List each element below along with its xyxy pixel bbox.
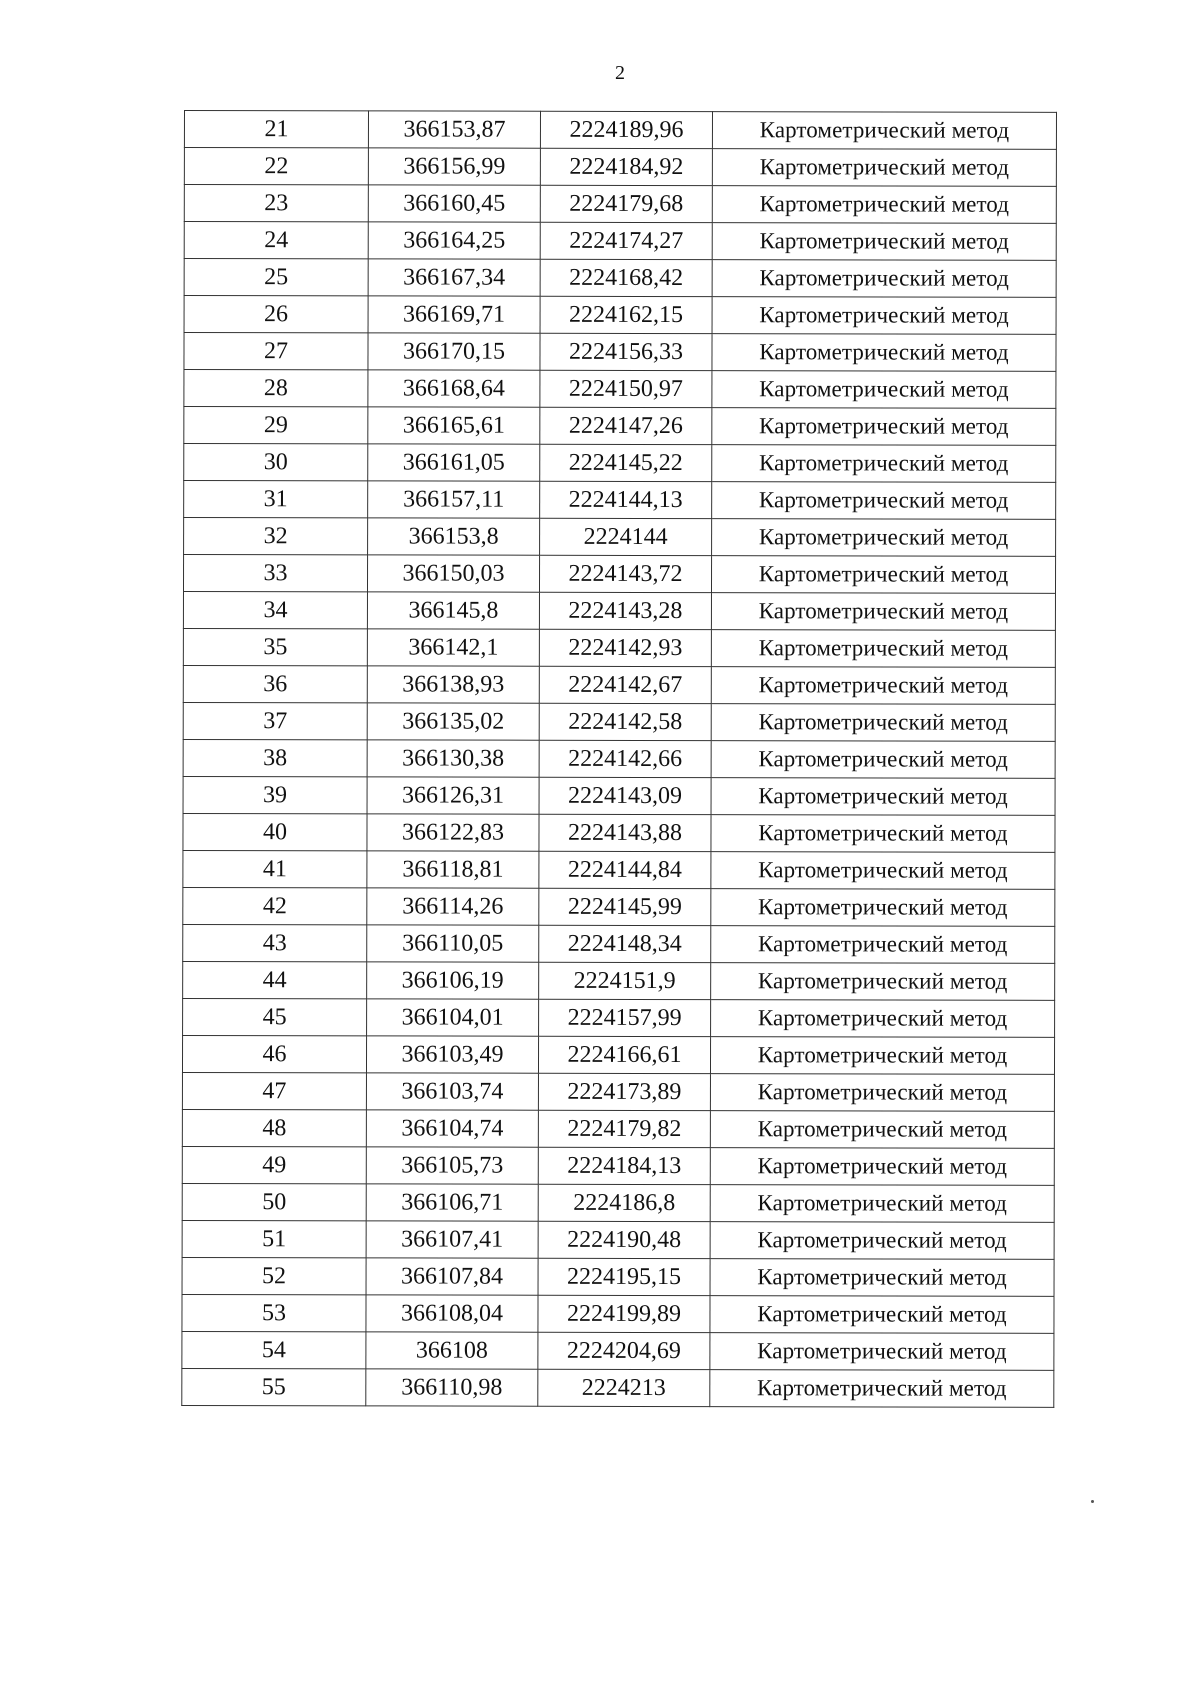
y-coordinate-cell: 2224186,8: [538, 1184, 710, 1221]
coordinates-table: [181, 110, 1057, 1408]
y-coordinate-cell: 2224199,89: [538, 1295, 710, 1332]
x-coordinate-cell: 366160,45: [368, 185, 540, 222]
y-coordinate-cell: 2224179,68: [540, 185, 712, 222]
point-number-cell: 34: [183, 592, 367, 629]
table-row: [184, 296, 1056, 335]
y-coordinate-cell: 2224148,34: [539, 925, 711, 962]
x-coordinate-cell: 366104,74: [366, 1110, 538, 1147]
point-number-cell: 32: [184, 518, 368, 555]
point-number-cell: 36: [183, 665, 367, 702]
method-cell: Картометрический метод: [712, 186, 1056, 224]
x-coordinate-cell: 366122,83: [367, 814, 539, 851]
table-row: [184, 481, 1056, 520]
x-coordinate-cell: 366150,03: [367, 555, 539, 592]
point-number-cell: 35: [183, 628, 367, 665]
x-coordinate-cell: 366161,05: [368, 444, 540, 481]
x-coordinate-cell: 366142,1: [367, 629, 539, 666]
y-coordinate-cell: 2224147,26: [540, 407, 712, 444]
method-cell: Картометрический метод: [712, 371, 1056, 409]
table-row: [182, 1035, 1054, 1074]
method-cell: Картометрический метод: [712, 260, 1056, 298]
method-cell: Картометрический метод: [711, 741, 1055, 779]
y-coordinate-cell: 2224156,33: [540, 333, 712, 370]
table-row: [184, 185, 1056, 224]
method-cell: Картометрический метод: [712, 112, 1056, 150]
x-coordinate-cell: 366126,31: [367, 777, 539, 814]
table-row: [183, 628, 1055, 667]
x-coordinate-cell: 366118,81: [367, 851, 539, 888]
table-row: [183, 665, 1055, 704]
table-row: [184, 518, 1056, 557]
y-coordinate-cell: 2224213: [538, 1369, 710, 1406]
table-row: [184, 333, 1056, 372]
y-coordinate-cell: 2224151,9: [539, 962, 711, 999]
y-coordinate-cell: 2224143,72: [539, 555, 711, 592]
y-coordinate-cell: 2224143,88: [539, 814, 711, 851]
point-number-cell: 51: [182, 1220, 366, 1257]
page-number: 2: [615, 62, 625, 84]
point-number-cell: 40: [183, 813, 367, 850]
y-coordinate-cell: 2224168,42: [540, 259, 712, 296]
y-coordinate-cell: 2224143,28: [539, 592, 711, 629]
table-row: [184, 370, 1056, 409]
method-cell: Картометрический метод: [712, 334, 1056, 372]
x-coordinate-cell: 366107,84: [366, 1258, 538, 1295]
point-number-cell: 43: [183, 924, 367, 961]
y-coordinate-cell: 2224144,13: [540, 481, 712, 518]
y-coordinate-cell: 2224173,89: [538, 1073, 710, 1110]
method-cell: Картометрический метод: [710, 1333, 1054, 1371]
table-row: [182, 1294, 1054, 1333]
point-number-cell: 42: [183, 887, 367, 924]
x-coordinate-cell: 366145,8: [367, 592, 539, 629]
table-row: [183, 702, 1055, 741]
table-row: [184, 259, 1056, 298]
y-coordinate-cell: 2224166,61: [538, 1036, 710, 1073]
table-row: [182, 1257, 1054, 1296]
table-row: [183, 555, 1055, 594]
method-cell: Картометрический метод: [710, 1148, 1054, 1186]
method-cell: Картометрический метод: [712, 408, 1056, 446]
method-cell: Картометрический метод: [710, 1370, 1054, 1408]
point-number-cell: 29: [184, 407, 368, 444]
y-coordinate-cell: 2224184,13: [538, 1147, 710, 1184]
x-coordinate-cell: 366108: [366, 1332, 538, 1369]
method-cell: Картометрический метод: [712, 445, 1056, 483]
point-number-cell: 46: [182, 1035, 366, 1072]
x-coordinate-cell: 366110,05: [367, 925, 539, 962]
point-number-cell: 33: [183, 555, 367, 592]
x-coordinate-cell: 366103,74: [366, 1073, 538, 1110]
method-cell: Картометрический метод: [710, 1259, 1054, 1297]
method-cell: Картометрический метод: [711, 963, 1055, 1001]
table-row: [182, 1331, 1054, 1370]
method-cell: Картометрический метод: [711, 556, 1055, 594]
point-number-cell: 21: [184, 111, 368, 148]
table-row: [183, 887, 1055, 926]
y-coordinate-cell: 2224145,22: [540, 444, 712, 481]
table-row: [183, 592, 1055, 631]
y-coordinate-cell: 2224174,27: [540, 222, 712, 259]
y-coordinate-cell: 2224162,15: [540, 296, 712, 333]
method-cell: Картометрический метод: [710, 1037, 1054, 1075]
point-number-cell: 45: [183, 998, 367, 1035]
coordinates-table-body: [182, 111, 1057, 1408]
x-coordinate-cell: 366153,87: [368, 111, 540, 148]
method-cell: Картометрический метод: [711, 593, 1055, 631]
y-coordinate-cell: 2224142,93: [539, 629, 711, 666]
point-number-cell: 53: [182, 1294, 366, 1331]
x-coordinate-cell: 366156,99: [368, 148, 540, 185]
point-number-cell: 44: [183, 961, 367, 998]
y-coordinate-cell: 2224143,09: [539, 777, 711, 814]
table-row: [184, 111, 1056, 150]
method-cell: Картометрический метод: [711, 704, 1055, 742]
method-cell: Картометрический метод: [710, 1074, 1054, 1112]
table-row: [182, 1368, 1054, 1407]
method-cell: Картометрический метод: [711, 815, 1055, 853]
method-cell: Картометрический метод: [712, 482, 1056, 520]
x-coordinate-cell: 366168,64: [368, 370, 540, 407]
x-coordinate-cell: 366104,01: [367, 999, 539, 1036]
x-coordinate-cell: 366153,8: [368, 518, 540, 555]
point-number-cell: 25: [184, 259, 368, 296]
method-cell: Картометрический метод: [710, 1111, 1054, 1149]
table-row: [183, 739, 1055, 778]
y-coordinate-cell: 2224144: [540, 518, 712, 555]
table-row: [182, 1220, 1054, 1259]
x-coordinate-cell: 366130,38: [367, 740, 539, 777]
y-coordinate-cell: 2224142,66: [539, 740, 711, 777]
table-row: [183, 850, 1055, 889]
table-row: [184, 444, 1056, 483]
table-row: [182, 1072, 1054, 1111]
point-number-cell: 37: [183, 702, 367, 739]
table-row: [183, 924, 1055, 963]
y-coordinate-cell: 2224144,84: [539, 851, 711, 888]
point-number-cell: 26: [184, 296, 368, 333]
y-coordinate-cell: 2224142,58: [539, 703, 711, 740]
x-coordinate-cell: 366164,25: [368, 222, 540, 259]
table-row: [184, 148, 1056, 187]
y-coordinate-cell: 2224190,48: [538, 1221, 710, 1258]
point-number-cell: 22: [184, 148, 368, 185]
method-cell: Картометрический метод: [711, 630, 1055, 668]
table-row: [183, 813, 1055, 852]
point-number-cell: 50: [182, 1183, 366, 1220]
table-row: [184, 407, 1056, 446]
point-number-cell: 24: [184, 222, 368, 259]
x-coordinate-cell: 366169,71: [368, 296, 540, 333]
point-number-cell: 31: [184, 481, 368, 518]
point-number-cell: 28: [184, 370, 368, 407]
table-row: [183, 998, 1055, 1037]
method-cell: Картометрический метод: [712, 519, 1056, 557]
x-coordinate-cell: 366105,73: [366, 1147, 538, 1184]
y-coordinate-cell: 2224195,15: [538, 1258, 710, 1295]
method-cell: Картометрический метод: [711, 1000, 1055, 1038]
table-row: [184, 222, 1056, 261]
scan-speck: [1091, 1500, 1094, 1503]
x-coordinate-cell: 366106,71: [366, 1184, 538, 1221]
table-row: [183, 961, 1055, 1000]
method-cell: Картометрический метод: [712, 297, 1056, 335]
method-cell: Картометрический метод: [711, 889, 1055, 927]
table-row: [182, 1109, 1054, 1148]
table-row: [183, 776, 1055, 815]
point-number-cell: 49: [182, 1146, 366, 1183]
point-number-cell: 27: [184, 333, 368, 370]
x-coordinate-cell: 366157,11: [368, 481, 540, 518]
point-number-cell: 55: [182, 1368, 366, 1405]
method-cell: Картометрический метод: [711, 926, 1055, 964]
x-coordinate-cell: 366110,98: [366, 1369, 538, 1406]
point-number-cell: 48: [182, 1109, 366, 1146]
point-number-cell: 39: [183, 776, 367, 813]
x-coordinate-cell: 366167,34: [368, 259, 540, 296]
point-number-cell: 41: [183, 850, 367, 887]
x-coordinate-cell: 366103,49: [366, 1036, 538, 1073]
x-coordinate-cell: 366114,26: [367, 888, 539, 925]
method-cell: Картометрический метод: [711, 667, 1055, 705]
x-coordinate-cell: 366165,61: [368, 407, 540, 444]
y-coordinate-cell: 2224157,99: [539, 999, 711, 1036]
point-number-cell: 30: [184, 444, 368, 481]
x-coordinate-cell: 366135,02: [367, 703, 539, 740]
method-cell: Картометрический метод: [711, 778, 1055, 816]
method-cell: Картометрический метод: [712, 223, 1056, 261]
point-number-cell: 38: [183, 739, 367, 776]
table-row: [182, 1183, 1054, 1222]
y-coordinate-cell: 2224150,97: [540, 370, 712, 407]
table-row: [182, 1146, 1054, 1185]
method-cell: Картометрический метод: [712, 149, 1056, 187]
y-coordinate-cell: 2224204,69: [538, 1332, 710, 1369]
y-coordinate-cell: 2224145,99: [539, 888, 711, 925]
method-cell: Картометрический метод: [710, 1185, 1054, 1223]
point-number-cell: 47: [182, 1072, 366, 1109]
point-number-cell: 54: [182, 1331, 366, 1368]
x-coordinate-cell: 366106,19: [367, 962, 539, 999]
method-cell: Картометрический метод: [710, 1222, 1054, 1260]
x-coordinate-cell: 366107,41: [366, 1221, 538, 1258]
point-number-cell: 23: [184, 185, 368, 222]
point-number-cell: 52: [182, 1257, 366, 1294]
x-coordinate-cell: 366170,15: [368, 333, 540, 370]
y-coordinate-cell: 2224179,82: [538, 1110, 710, 1147]
x-coordinate-cell: 366138,93: [367, 666, 539, 703]
y-coordinate-cell: 2224184,92: [540, 148, 712, 185]
method-cell: Картометрический метод: [711, 852, 1055, 890]
x-coordinate-cell: 366108,04: [366, 1295, 538, 1332]
y-coordinate-cell: 2224142,67: [539, 666, 711, 703]
method-cell: Картометрический метод: [710, 1296, 1054, 1334]
y-coordinate-cell: 2224189,96: [540, 111, 712, 148]
